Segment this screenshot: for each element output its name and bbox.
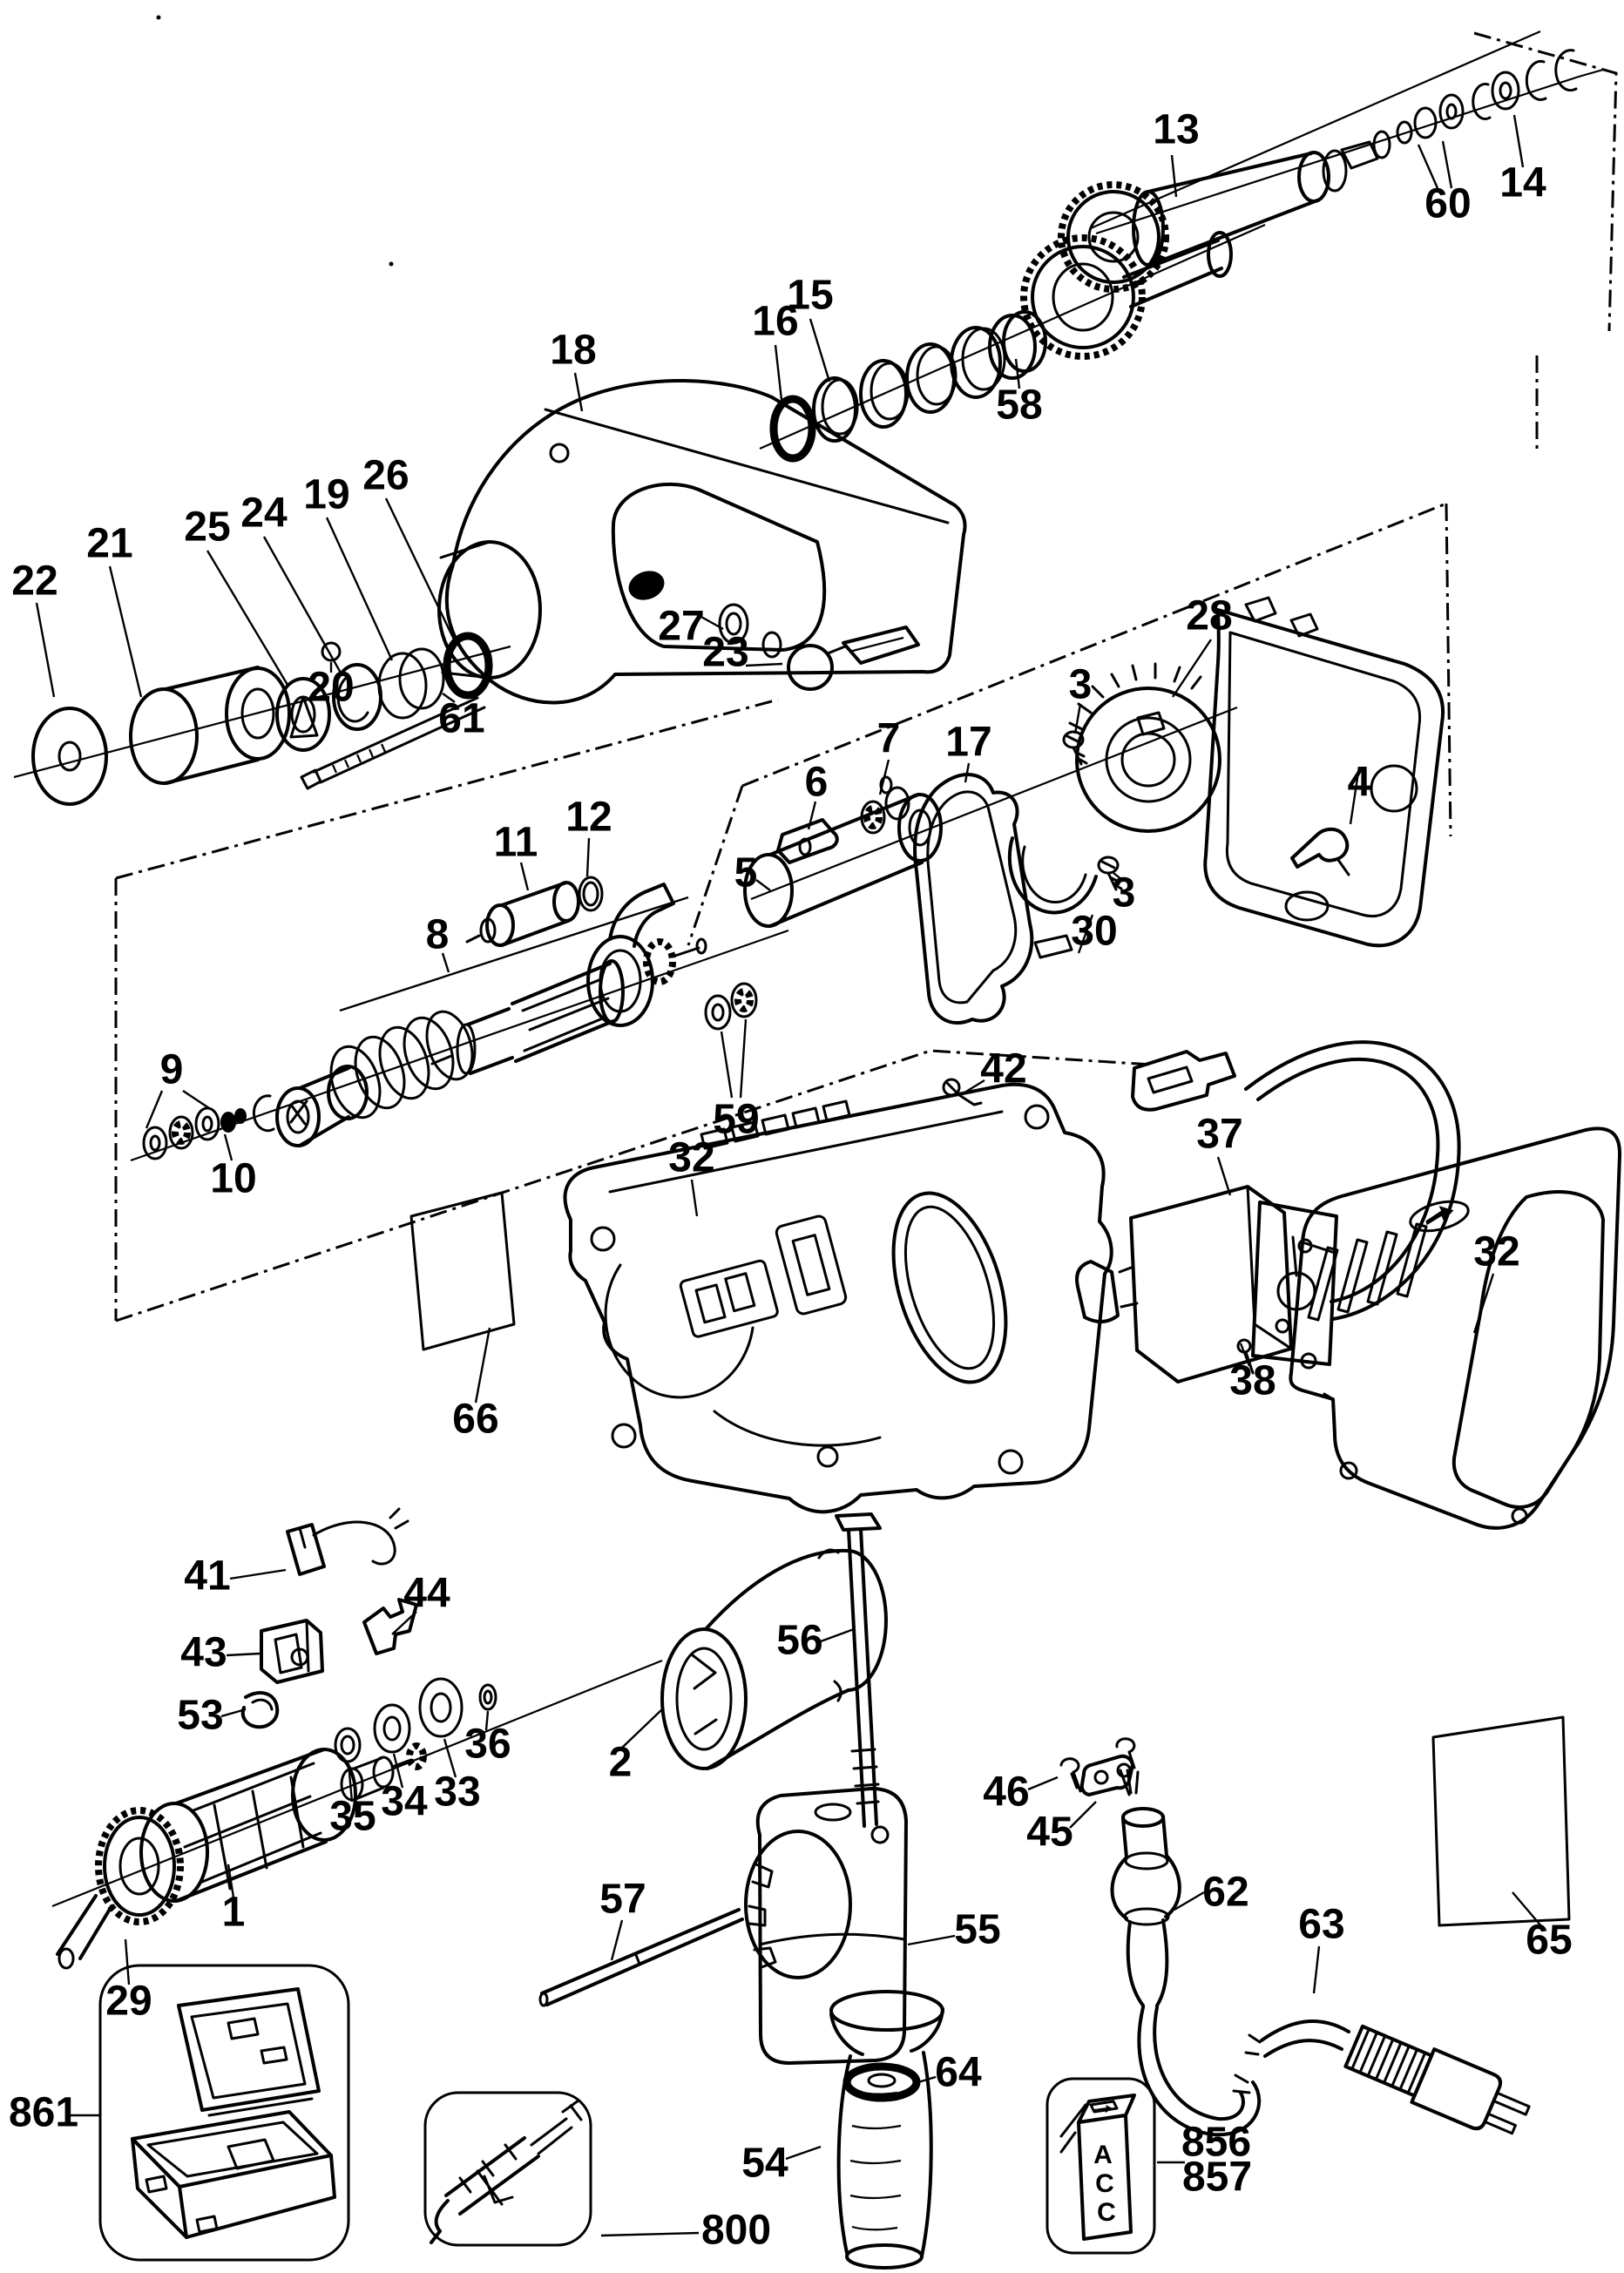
part-label-46: 46 bbox=[983, 1769, 1030, 1816]
acc-plate-box bbox=[1047, 2079, 1154, 2253]
part-label-23: 23 bbox=[702, 629, 749, 676]
part-label-27: 27 bbox=[658, 603, 705, 650]
parts-11-12 bbox=[467, 877, 602, 945]
part-label-14: 14 bbox=[1499, 159, 1546, 206]
part-label-1: 1 bbox=[221, 1889, 246, 1936]
part-label-9: 9 bbox=[159, 1046, 184, 1093]
speck bbox=[389, 262, 394, 267]
part-label-5: 5 bbox=[734, 849, 758, 896]
part-label-54: 54 bbox=[741, 2140, 788, 2187]
part-label-861: 861 bbox=[8, 2089, 79, 2136]
acc-letter-2: C bbox=[1095, 2168, 1114, 2198]
part-label-8: 8 bbox=[425, 911, 450, 958]
part-label-42: 42 bbox=[980, 1045, 1027, 1093]
part-label-63: 63 bbox=[1298, 1901, 1345, 1948]
part-label-6: 6 bbox=[804, 759, 829, 806]
part-label-33: 33 bbox=[434, 1769, 481, 1816]
part-label-21: 21 bbox=[86, 520, 133, 567]
housing-left-half bbox=[411, 1079, 1112, 1512]
part-label-62: 62 bbox=[1202, 1869, 1249, 1916]
part-label-53: 53 bbox=[177, 1692, 224, 1739]
part-label-32a: 32 bbox=[668, 1134, 715, 1181]
part-label-30: 30 bbox=[1071, 908, 1118, 955]
part-label-56: 56 bbox=[776, 1617, 823, 1664]
part-label-36: 36 bbox=[464, 1721, 511, 1768]
part-label-17: 17 bbox=[945, 719, 992, 766]
part-label-55: 55 bbox=[954, 1906, 1001, 1953]
part-label-24: 24 bbox=[240, 490, 288, 537]
part-label-44: 44 bbox=[403, 1570, 450, 1617]
part-label-65: 65 bbox=[1526, 1917, 1573, 1964]
part-label-43: 43 bbox=[180, 1629, 227, 1676]
part-label-25: 25 bbox=[184, 504, 231, 551]
part-label-64: 64 bbox=[935, 2049, 982, 2096]
part-label-60: 60 bbox=[1424, 180, 1472, 227]
label-plate-65 bbox=[1433, 1717, 1569, 1925]
brush-parts bbox=[243, 1509, 416, 1727]
part-label-11: 11 bbox=[493, 819, 538, 866]
part-label-37: 37 bbox=[1196, 1111, 1243, 1158]
clutch-assembly bbox=[745, 598, 1443, 1023]
part-label-15: 15 bbox=[787, 272, 834, 319]
part-label-13: 13 bbox=[1153, 106, 1200, 153]
part-label-800: 800 bbox=[700, 2207, 772, 2254]
part-label-19: 19 bbox=[303, 471, 350, 518]
acc-letter-3: C bbox=[1097, 2197, 1116, 2227]
part-label-29: 29 bbox=[105, 1978, 152, 2025]
part-label-18: 18 bbox=[550, 327, 597, 374]
part-label-16: 16 bbox=[752, 298, 799, 345]
grease-box-800 bbox=[425, 2093, 591, 2245]
part-label-7: 7 bbox=[876, 715, 901, 762]
speck bbox=[157, 16, 161, 20]
part-label-28: 28 bbox=[1186, 592, 1233, 639]
part-label-26: 26 bbox=[362, 452, 409, 499]
rotor-assembly bbox=[131, 884, 788, 1160]
part-label-2: 2 bbox=[608, 1739, 633, 1786]
part-label-45: 45 bbox=[1026, 1809, 1073, 1856]
part-label-20: 20 bbox=[308, 664, 355, 711]
part-label-4: 4 bbox=[1347, 759, 1371, 806]
part-label-57: 57 bbox=[599, 1876, 646, 1923]
part-label-59: 59 bbox=[713, 1096, 760, 1143]
switch-and-cable bbox=[1077, 1042, 1459, 1382]
part-label-34: 34 bbox=[381, 1778, 428, 1825]
left-bearing-series bbox=[14, 636, 511, 804]
part-label-22: 22 bbox=[11, 558, 58, 605]
part-label-32b: 32 bbox=[1473, 1228, 1520, 1275]
part-label-35: 35 bbox=[329, 1793, 376, 1840]
part-label-58: 58 bbox=[996, 382, 1043, 429]
part-label-857: 857 bbox=[1181, 2154, 1253, 2201]
part-label-61: 61 bbox=[438, 695, 485, 742]
part-label-3b: 3 bbox=[1112, 869, 1136, 917]
part-label-3a: 3 bbox=[1068, 661, 1093, 708]
part-label-856: 856 bbox=[1181, 2119, 1252, 2166]
part-labels-layer bbox=[9, 107, 1573, 2254]
part-label-41: 41 bbox=[184, 1553, 231, 1600]
part-label-38: 38 bbox=[1229, 1357, 1276, 1404]
part-label-10: 10 bbox=[210, 1155, 257, 1202]
part-label-12: 12 bbox=[565, 794, 612, 841]
acc-letter-1: A bbox=[1093, 2140, 1113, 2169]
part-label-66: 66 bbox=[452, 1396, 499, 1443]
